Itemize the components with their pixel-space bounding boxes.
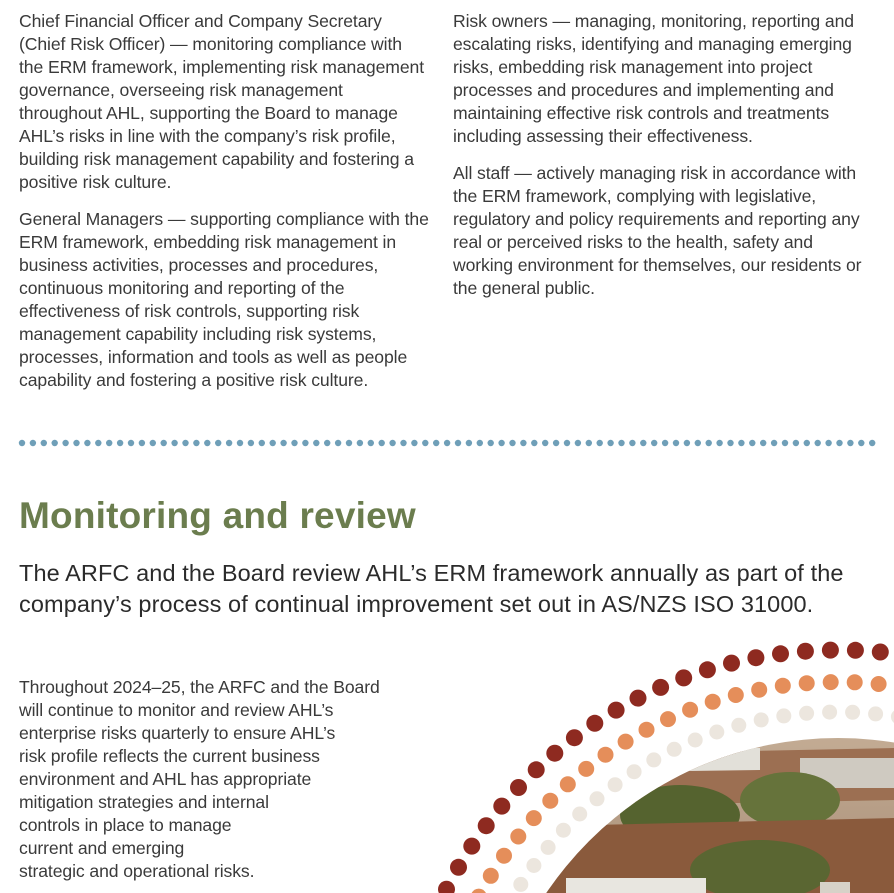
arc-dot	[872, 644, 889, 661]
arc-dot	[463, 838, 480, 855]
arc-dot	[775, 678, 791, 694]
arc-dot	[627, 764, 642, 779]
arc-dot	[682, 702, 698, 718]
body-line: environment and AHL has appropriate	[19, 769, 312, 789]
general-managers-role-paragraph: General Managers — supporting compliance with the ERM framework, embedding risk management in business activities, processes and procedures, continuous monitoring and reporting of the effectiveness of risk controls, supporting risk management capability including risk systems, processes, information and tools as well as people capability and fostering a positive risk culture.	[19, 209, 429, 390]
arc-dot	[688, 733, 703, 748]
body-line: risk profile reflects the current business	[19, 746, 320, 766]
arc-dot	[699, 661, 716, 678]
risk-owners-role-paragraph: Risk owners — managing, monitoring, reporting and escalating risks, identifying and managing emerging risks, embedding risk management into project processes and procedures and implementing and maintaining effective risk controls and treatments including assessing their effectiveness.	[453, 11, 854, 146]
arc-dot	[483, 868, 499, 884]
arc-dot	[709, 725, 724, 740]
arc-dot	[566, 729, 583, 746]
arc-dot	[776, 708, 791, 723]
arc-dot	[541, 840, 556, 855]
arc-dot	[590, 791, 605, 806]
arc-dot	[546, 745, 563, 762]
arc-dot	[754, 712, 769, 727]
arc-dot	[823, 674, 839, 690]
arc-dot	[608, 702, 625, 719]
body-line: mitigation strategies and internal	[19, 792, 269, 812]
cfo-role-paragraph: Chief Financial Officer and Company Secretary (Chief Risk Officer) — monitoring compliance with the ERM framework, implementing risk management governance, overseeing risk management throughout AHL, supporting the Board to manage AHL’s risks in line with the company’s risk profile, building risk management capability and fostering a positive risk culture.	[19, 11, 424, 192]
arc-dot	[528, 761, 545, 778]
arc-dot	[560, 776, 576, 792]
arc-dot	[496, 848, 512, 864]
arc-dot	[542, 793, 558, 809]
arc-dot	[646, 752, 661, 767]
arc-dot	[639, 722, 655, 738]
arc-dot	[630, 690, 647, 707]
body-line: Throughout 2024–25, the ARFC and the Board	[19, 677, 380, 697]
arc-dot	[510, 779, 527, 796]
arc-dot	[797, 643, 814, 660]
arc-dot	[438, 881, 455, 893]
arc-dot	[847, 642, 864, 659]
arc-dot	[728, 687, 744, 703]
arc-dot	[478, 817, 495, 834]
arc-dot	[747, 649, 764, 666]
arc-dot	[822, 705, 837, 720]
arc-dot	[731, 718, 746, 733]
arc-dot	[526, 858, 541, 873]
body-line: will continue to monitor and review AHL’s	[19, 700, 334, 720]
arc-dot	[450, 859, 467, 876]
arc-dot	[578, 761, 594, 777]
arc-dot	[871, 676, 887, 692]
arc-dot	[667, 742, 682, 757]
section-heading: Monitoring and review	[19, 495, 416, 536]
arc-dot	[618, 734, 634, 750]
arc-dot	[847, 674, 863, 690]
arc-dot	[723, 655, 740, 672]
arc-dot	[471, 889, 487, 893]
arc-dot	[586, 715, 603, 732]
arc-dot	[572, 807, 587, 822]
arc-dot	[660, 711, 676, 727]
arc-dot	[493, 798, 510, 815]
arc-dot	[751, 682, 767, 698]
arc-dot	[513, 877, 528, 892]
body-line: enterprise risks quarterly to ensure AHL’s	[19, 723, 336, 743]
section-lead-text: The ARFC and the Board review AHL’s ERM framework annually as part of the company’s process of continual improvement set out in AS/NZS ISO 31000.	[19, 560, 844, 617]
arc-dot	[868, 706, 883, 721]
arc-dot	[608, 777, 623, 792]
body-line: controls in place to manage	[19, 815, 232, 835]
arc-dot	[799, 675, 815, 691]
arc-dot	[598, 747, 614, 763]
body-line: strategic and operational risks.	[19, 861, 255, 881]
arc-dot	[510, 829, 526, 845]
arc-dot	[772, 645, 789, 662]
arc-dot	[845, 705, 860, 720]
landscape-photo	[360, 700, 894, 893]
body-line: current and emerging	[19, 838, 185, 858]
arc-dot	[652, 679, 669, 696]
arc-dot	[556, 823, 571, 838]
arc-dot	[705, 694, 721, 710]
arc-dot	[526, 810, 542, 826]
arc-dot	[822, 642, 839, 659]
all-staff-role-paragraph: All staff — actively managing risk in accordance with the ERM framework, complying with legislative, regulatory and policy requirements and reporting any real or perceived risks to the health, safety and working environment for themselves, our residents or the general public.	[453, 163, 862, 298]
arc-dot	[799, 706, 814, 721]
arc-dot	[675, 669, 692, 686]
